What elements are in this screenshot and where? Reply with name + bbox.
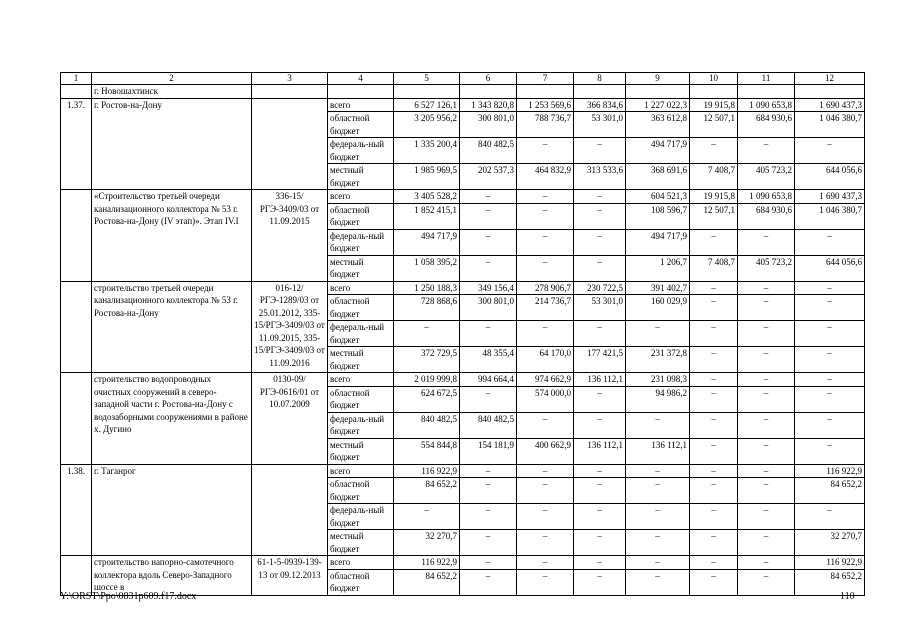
amount-cell: 136 112,1	[574, 438, 626, 464]
column-header: 1	[61, 73, 92, 85]
amount-cell: –	[690, 347, 738, 373]
funding-source: местный бюджет	[328, 164, 394, 190]
funding-source: федераль-ный бюджет	[328, 138, 394, 164]
expertise-document	[252, 464, 328, 556]
amount-cell: –	[460, 464, 517, 478]
amount-cell: –	[574, 478, 626, 504]
amount-cell: –	[574, 412, 626, 438]
amount-cell: –	[738, 281, 795, 295]
amount-cell: –	[517, 138, 574, 164]
amount-cell: –	[690, 386, 738, 412]
funding-source: федераль-ный бюджет	[328, 504, 394, 530]
amount-cell: 1 090 653,8	[738, 190, 795, 204]
amount-cell: –	[626, 464, 690, 478]
amount-cell: 19 915,8	[690, 190, 738, 204]
amount-cell: –	[738, 412, 795, 438]
amount-cell: 644 056,6	[795, 255, 865, 281]
amount-cell: –	[738, 295, 795, 321]
amount-cell: 574 000,0	[517, 386, 574, 412]
row-number	[61, 373, 92, 465]
amount-cell: 84 652,2	[795, 478, 865, 504]
amount-cell: 604 521,3	[626, 190, 690, 204]
amount-cell: 1 090 653,8	[738, 98, 795, 112]
amount-cell: –	[690, 569, 738, 595]
amount-cell: 788 736,7	[517, 112, 574, 138]
amount-cell: 368 691,6	[626, 164, 690, 190]
amount-cell: –	[690, 138, 738, 164]
funding-source: областной бюджет	[328, 295, 394, 321]
amount-cell: –	[690, 229, 738, 255]
amount-cell: –	[795, 438, 865, 464]
amount-cell: 2 019 999,8	[394, 373, 460, 387]
column-header: 6	[460, 73, 517, 85]
amount-cell: –	[795, 412, 865, 438]
amount-cell: –	[738, 229, 795, 255]
object-name: строительство напорно-самотечного коллектора вдоль Северо-Западного шоссе в	[92, 556, 252, 596]
funding-source: всего	[328, 98, 394, 112]
amount-cell: 400 662,9	[517, 438, 574, 464]
amount-cell: –	[517, 412, 574, 438]
row-number: 1.38.	[61, 464, 92, 556]
amount-cell: –	[394, 321, 460, 347]
amount-cell: 494 717,9	[626, 229, 690, 255]
amount-cell: 313 533,6	[574, 164, 626, 190]
amount-cell: 372 729,5	[394, 347, 460, 373]
expertise-document: 61-1-5-0939-139-13 от 09.12.2013	[252, 556, 328, 596]
amount-cell: –	[690, 373, 738, 387]
column-header: 5	[394, 73, 460, 85]
amount-cell: –	[795, 138, 865, 164]
amount-cell: 554 844,8	[394, 438, 460, 464]
amount-cell: –	[626, 504, 690, 530]
amount-cell: 994 664,4	[460, 373, 517, 387]
amount-cell: 624 672,5	[394, 386, 460, 412]
amount-cell: –	[574, 504, 626, 530]
amount-cell: 84 652,2	[394, 478, 460, 504]
amount-cell: 214 736,7	[517, 295, 574, 321]
amount-cell: 136 112,1	[626, 438, 690, 464]
amount-cell: 136 112,1	[574, 373, 626, 387]
amount-cell: 644 056,6	[795, 164, 865, 190]
column-header: 11	[738, 73, 795, 85]
amount-cell: –	[460, 203, 517, 229]
amount-cell: –	[574, 569, 626, 595]
amount-cell: –	[574, 386, 626, 412]
amount-cell: 231 098,3	[626, 373, 690, 387]
amount-cell: –	[690, 504, 738, 530]
amount-cell: –	[795, 347, 865, 373]
amount-cell: –	[738, 138, 795, 164]
amount-cell: 177 421,5	[574, 347, 626, 373]
amount-cell: –	[738, 556, 795, 570]
amount-cell: 12 507,1	[690, 203, 738, 229]
amount-cell: 349 156,4	[460, 281, 517, 295]
funding-source: областной бюджет	[328, 203, 394, 229]
table-row	[61, 373, 865, 387]
expertise-document	[252, 98, 328, 190]
amount-cell: 6 527 126,1	[394, 98, 460, 112]
amount-cell: 1 253 569,6	[517, 98, 574, 112]
amount-cell: 116 922,9	[795, 464, 865, 478]
amount-cell: –	[795, 295, 865, 321]
amount-cell: 1 690 437,3	[795, 190, 865, 204]
expertise-document: 0130-09/РГЭ-0616/01 от 10.07.2009	[252, 373, 328, 465]
amount-cell: 3 405 528,2	[394, 190, 460, 204]
amount-cell: –	[394, 504, 460, 530]
amount-cell: –	[690, 281, 738, 295]
amount-cell: –	[460, 569, 517, 595]
amount-cell: –	[460, 478, 517, 504]
amount-cell: 974 662,9	[517, 373, 574, 387]
funding-source: местный бюджет	[328, 347, 394, 373]
amount-cell: –	[626, 321, 690, 347]
expertise-document: 016-12/РГЭ-1289/03 от 25.01.2012, 335-15/РГЭ-3409/03 от 11.09.2015, 335-15/РГЭ-3409/03 от 11.09.2016	[252, 281, 328, 373]
amount-cell: 19 915,8	[690, 98, 738, 112]
amount-cell: 53 301,0	[574, 112, 626, 138]
amount-cell: –	[738, 530, 795, 556]
column-header: 10	[690, 73, 738, 85]
amount-cell: –	[517, 190, 574, 204]
amount-cell: –	[460, 255, 517, 281]
amount-cell: –	[626, 478, 690, 504]
amount-cell: 1 046 380,7	[795, 112, 865, 138]
amount-cell: 405 723,2	[738, 255, 795, 281]
amount-cell: 32 270,7	[795, 530, 865, 556]
row-number	[61, 556, 92, 596]
amount-cell: 7 408,7	[690, 164, 738, 190]
amount-cell: –	[517, 255, 574, 281]
amount-cell: 684 930,6	[738, 112, 795, 138]
funding-source: областной бюджет	[328, 569, 394, 595]
row-number: 1.37.	[61, 98, 92, 190]
amount-cell: –	[738, 478, 795, 504]
amount-cell: 48 355,4	[460, 347, 517, 373]
amount-cell: –	[574, 229, 626, 255]
amount-cell: –	[460, 504, 517, 530]
amount-cell: 116 922,9	[394, 464, 460, 478]
column-header: 7	[517, 73, 574, 85]
amount-cell: –	[795, 386, 865, 412]
amount-cell: –	[795, 281, 865, 295]
amount-cell: –	[460, 556, 517, 570]
object-name: «Строительство третьей очереди канализационного коллектора № 53 г. Ростова-на-Дону (IV этап)». Этап IV.I	[92, 190, 252, 282]
amount-cell: 1 206,7	[626, 255, 690, 281]
amount-cell: –	[626, 530, 690, 556]
object-name: г. Таганрог	[92, 464, 252, 556]
column-header: 4	[328, 73, 394, 85]
amount-cell: –	[738, 386, 795, 412]
funding-source: всего	[328, 190, 394, 204]
object-name: строительство третьей очереди канализационного коллектора № 53 г. Ростова-на-Дону	[92, 281, 252, 373]
amount-cell: –	[460, 530, 517, 556]
amount-cell: 300 801,0	[460, 295, 517, 321]
table-row	[61, 190, 865, 204]
document-table-region	[60, 72, 864, 596]
amount-cell: –	[795, 229, 865, 255]
amount-cell: 116 922,9	[394, 556, 460, 570]
amount-cell: 366 834,6	[574, 98, 626, 112]
funding-source: местный бюджет	[328, 530, 394, 556]
column-header: 9	[626, 73, 690, 85]
amount-cell: –	[574, 464, 626, 478]
amount-cell: –	[690, 556, 738, 570]
amount-cell: –	[690, 295, 738, 321]
object-name: строительство водопроводных очистных сооружений в северо-западной части г. Ростова-на-Дону с водозаборными сооружениями в районе х. Дугино	[92, 373, 252, 465]
amount-cell: 840 482,5	[460, 138, 517, 164]
amount-cell: –	[626, 569, 690, 595]
amount-cell: 12 507,1	[690, 112, 738, 138]
amount-cell: 1 058 395,2	[394, 255, 460, 281]
amount-cell: –	[738, 464, 795, 478]
column-header: 12	[795, 73, 865, 85]
amount-cell: –	[517, 203, 574, 229]
amount-cell: –	[574, 190, 626, 204]
amount-cell: –	[574, 138, 626, 164]
amount-cell: –	[460, 229, 517, 255]
amount-cell: –	[738, 347, 795, 373]
amount-cell: –	[574, 321, 626, 347]
funding-source: федераль-ный бюджет	[328, 229, 394, 255]
funding-source: областной бюджет	[328, 478, 394, 504]
amount-cell: –	[690, 464, 738, 478]
amount-cell: 1 690 437,3	[795, 98, 865, 112]
amount-cell: 1 250 188,3	[394, 281, 460, 295]
amount-cell: 231 372,8	[626, 347, 690, 373]
budget-table	[60, 72, 865, 596]
amount-cell: 494 717,9	[626, 138, 690, 164]
amount-cell: 494 717,9	[394, 229, 460, 255]
funding-source: местный бюджет	[328, 255, 394, 281]
amount-cell: –	[517, 556, 574, 570]
amount-cell: –	[690, 321, 738, 347]
amount-cell: 278 906,7	[517, 281, 574, 295]
amount-cell: 64 170,0	[517, 347, 574, 373]
amount-cell: 1 343 820,8	[460, 98, 517, 112]
amount-cell: 840 482,5	[394, 412, 460, 438]
amount-cell: –	[574, 556, 626, 570]
amount-cell: –	[690, 412, 738, 438]
amount-cell: 84 652,2	[394, 569, 460, 595]
amount-cell: 202 537,3	[460, 164, 517, 190]
amount-cell: –	[738, 504, 795, 530]
amount-cell: –	[738, 569, 795, 595]
amount-cell: 84 652,2	[795, 569, 865, 595]
funding-source: всего	[328, 281, 394, 295]
funding-source: областной бюджет	[328, 386, 394, 412]
amount-cell: 116 922,9	[795, 556, 865, 570]
table-row	[61, 556, 865, 570]
amount-cell: 1 985 969,5	[394, 164, 460, 190]
amount-cell: –	[574, 530, 626, 556]
amount-cell: –	[690, 438, 738, 464]
amount-cell: 154 181,9	[460, 438, 517, 464]
amount-cell: 108 596,7	[626, 203, 690, 229]
amount-cell: –	[460, 321, 517, 347]
funding-source: федераль-ный бюджет	[328, 412, 394, 438]
table-row	[61, 464, 865, 478]
amount-cell: 840 482,5	[460, 412, 517, 438]
amount-cell: –	[574, 203, 626, 229]
column-header: 3	[252, 73, 328, 85]
amount-cell: –	[517, 569, 574, 595]
footer-file-path: Y:\ORST\Ppo\0831p609.f17.docx	[60, 591, 197, 602]
page-number: 110	[840, 591, 855, 602]
amount-cell: 405 723,2	[738, 164, 795, 190]
funding-source: местный бюджет	[328, 438, 394, 464]
amount-cell: 1 227 022,3	[626, 98, 690, 112]
amount-cell: –	[690, 478, 738, 504]
amount-cell: 300 801,0	[460, 112, 517, 138]
column-header: 8	[574, 73, 626, 85]
amount-cell: 1 046 380,7	[795, 203, 865, 229]
amount-cell: –	[460, 190, 517, 204]
amount-cell: 363 612,8	[626, 112, 690, 138]
amount-cell: –	[738, 373, 795, 387]
amount-cell: –	[574, 255, 626, 281]
amount-cell: 391 402,7	[626, 281, 690, 295]
amount-cell: –	[460, 386, 517, 412]
column-header: 2	[92, 73, 252, 85]
funding-source: всего	[328, 373, 394, 387]
amount-cell: 32 270,7	[394, 530, 460, 556]
amount-cell: 94 986,2	[626, 386, 690, 412]
amount-cell: –	[738, 438, 795, 464]
amount-cell: 684 930,6	[738, 203, 795, 229]
table-row	[61, 281, 865, 295]
amount-cell: –	[517, 530, 574, 556]
header-row	[61, 73, 865, 85]
amount-cell: 230 722,5	[574, 281, 626, 295]
amount-cell: –	[517, 229, 574, 255]
row-number	[61, 190, 92, 282]
amount-cell: –	[517, 478, 574, 504]
amount-cell: 3 205 956,2	[394, 112, 460, 138]
amount-cell: –	[517, 321, 574, 347]
amount-cell: 1 335 200,4	[394, 138, 460, 164]
table-row	[61, 85, 865, 99]
amount-cell: –	[517, 504, 574, 530]
amount-cell: –	[795, 373, 865, 387]
expertise-document: 336-15/РГЭ-3409/03 от 11.09.2015	[252, 190, 328, 282]
amount-cell: 160 029,9	[626, 295, 690, 321]
amount-cell: –	[738, 321, 795, 347]
table-row	[61, 98, 865, 112]
amount-cell: –	[795, 504, 865, 530]
funding-source: всего	[328, 464, 394, 478]
row-number	[61, 281, 92, 373]
amount-cell: 53 301,0	[574, 295, 626, 321]
amount-cell: –	[626, 412, 690, 438]
amount-cell: –	[795, 321, 865, 347]
funding-source: областной бюджет	[328, 112, 394, 138]
amount-cell: –	[626, 556, 690, 570]
amount-cell: 1 852 415,1	[394, 203, 460, 229]
amount-cell: 7 408,7	[690, 255, 738, 281]
amount-cell: –	[517, 464, 574, 478]
object-name: г. Ростов-на-Дону	[92, 98, 252, 190]
amount-cell: 728 868,6	[394, 295, 460, 321]
municipality-name: г. Новошахтинск	[92, 85, 252, 99]
amount-cell: –	[690, 530, 738, 556]
funding-source: федераль-ный бюджет	[328, 321, 394, 347]
funding-source: всего	[328, 556, 394, 570]
amount-cell: 464 832,9	[517, 164, 574, 190]
